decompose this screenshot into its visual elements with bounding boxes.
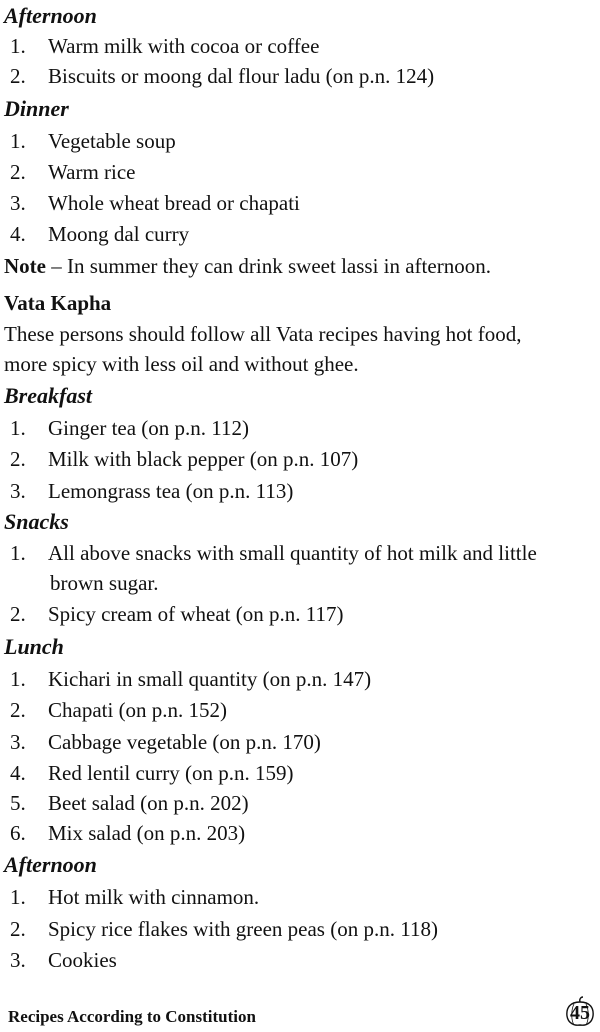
list-item: [10, 916, 438, 942]
list-item: [10, 478, 293, 504]
item-text: Spicy cream of wheat (on p.n. 117): [48, 602, 344, 626]
item-text: Kichari in small quantity (on p.n. 147): [48, 667, 372, 691]
item-number: 4.: [10, 222, 26, 246]
item-number: 4.: [10, 761, 26, 785]
list-item: [10, 760, 294, 786]
section-heading-snacks: Snacks: [4, 509, 69, 534]
item-number: 1.: [10, 34, 26, 58]
note-paragraph: [4, 253, 491, 279]
item-text: Whole wheat bread or chapati: [48, 191, 300, 215]
page-number: 45: [570, 1002, 590, 1024]
item-number: 2.: [10, 64, 26, 88]
item-text: Red lentil curry (on p.n. 159): [48, 761, 294, 785]
running-footer: Recipes According to Constitution: [8, 1007, 256, 1026]
list-item: [10, 697, 227, 723]
item-text: Moong dal curry: [48, 222, 190, 246]
item-text: All above snacks with small quantity of hot milk and little: [48, 541, 537, 565]
list-item: [10, 884, 259, 910]
list-item: [10, 159, 136, 185]
intro-line: more spicy with less oil and without ghee.: [4, 352, 359, 376]
list-item: [10, 601, 343, 627]
item-text: Ginger tea (on p.n. 112): [48, 416, 249, 440]
item-text-continuation: brown sugar.: [50, 571, 159, 595]
list-item: [10, 666, 371, 692]
item-text: Cabbage vegetable (on p.n. 170): [48, 730, 321, 754]
section-heading-afternoon: Afternoon: [4, 3, 97, 28]
item-text: Beet salad (on p.n. 202): [48, 791, 249, 815]
item-text: Biscuits or moong dal flour ladu (on p.n. 124): [48, 64, 435, 88]
list-item: [10, 190, 300, 216]
item-number: 1.: [10, 541, 26, 565]
item-text: Hot milk with cinnamon.: [48, 885, 260, 909]
item-text: Lemongrass tea (on p.n. 113): [48, 479, 294, 503]
item-number: 3.: [10, 730, 26, 754]
note-text: – In summer they can drink sweet lassi in afternoon.: [45, 254, 491, 278]
item-number: 3.: [10, 479, 26, 503]
item-number: 2.: [10, 698, 26, 722]
item-text: Chapati (on p.n. 152): [48, 698, 228, 722]
item-text: Warm rice: [48, 160, 136, 184]
list-item: [10, 820, 245, 846]
page-number-badge: [564, 996, 596, 1028]
item-text: Milk with black pepper (on p.n. 107): [48, 447, 359, 471]
list-item: [10, 63, 434, 89]
list-item: [10, 221, 189, 247]
list-item: [10, 415, 249, 441]
intro-line: These persons should follow all Vata recipes having hot food,: [4, 322, 522, 346]
section-title-vata-kapha: Vata Kapha: [4, 291, 112, 315]
note-label: Note: [4, 254, 46, 278]
list-item: [10, 729, 321, 755]
item-number: 1.: [10, 667, 26, 691]
list-item: [10, 33, 319, 59]
section-heading-lunch: Lunch: [4, 634, 64, 659]
item-number: 2.: [10, 447, 26, 471]
item-text: Spicy rice flakes with green peas (on p.n. 118): [48, 917, 438, 941]
item-number: 2.: [10, 602, 26, 626]
item-number: 5.: [10, 791, 26, 815]
section-heading-dinner: Dinner: [4, 96, 69, 121]
list-item: [10, 128, 176, 154]
list-item: [10, 947, 117, 973]
list-item: [10, 446, 358, 472]
item-text: Vegetable soup: [48, 129, 176, 153]
list-item: [10, 790, 249, 816]
item-number: 1.: [10, 416, 26, 440]
list-item: [10, 540, 537, 566]
item-number: 3.: [10, 191, 26, 215]
item-number: 2.: [10, 160, 26, 184]
section-heading-breakfast: Breakfast: [4, 383, 92, 408]
item-number: 6.: [10, 821, 26, 845]
item-text: Warm milk with cocoa or coffee: [48, 34, 320, 58]
item-text: Mix salad (on p.n. 203): [48, 821, 246, 845]
item-number: 2.: [10, 917, 26, 941]
item-number: 1.: [10, 129, 26, 153]
section-heading-afternoon-2: Afternoon: [4, 852, 97, 877]
item-number: 3.: [10, 948, 26, 972]
item-text: Cookies: [48, 948, 117, 972]
item-number: 1.: [10, 885, 26, 909]
